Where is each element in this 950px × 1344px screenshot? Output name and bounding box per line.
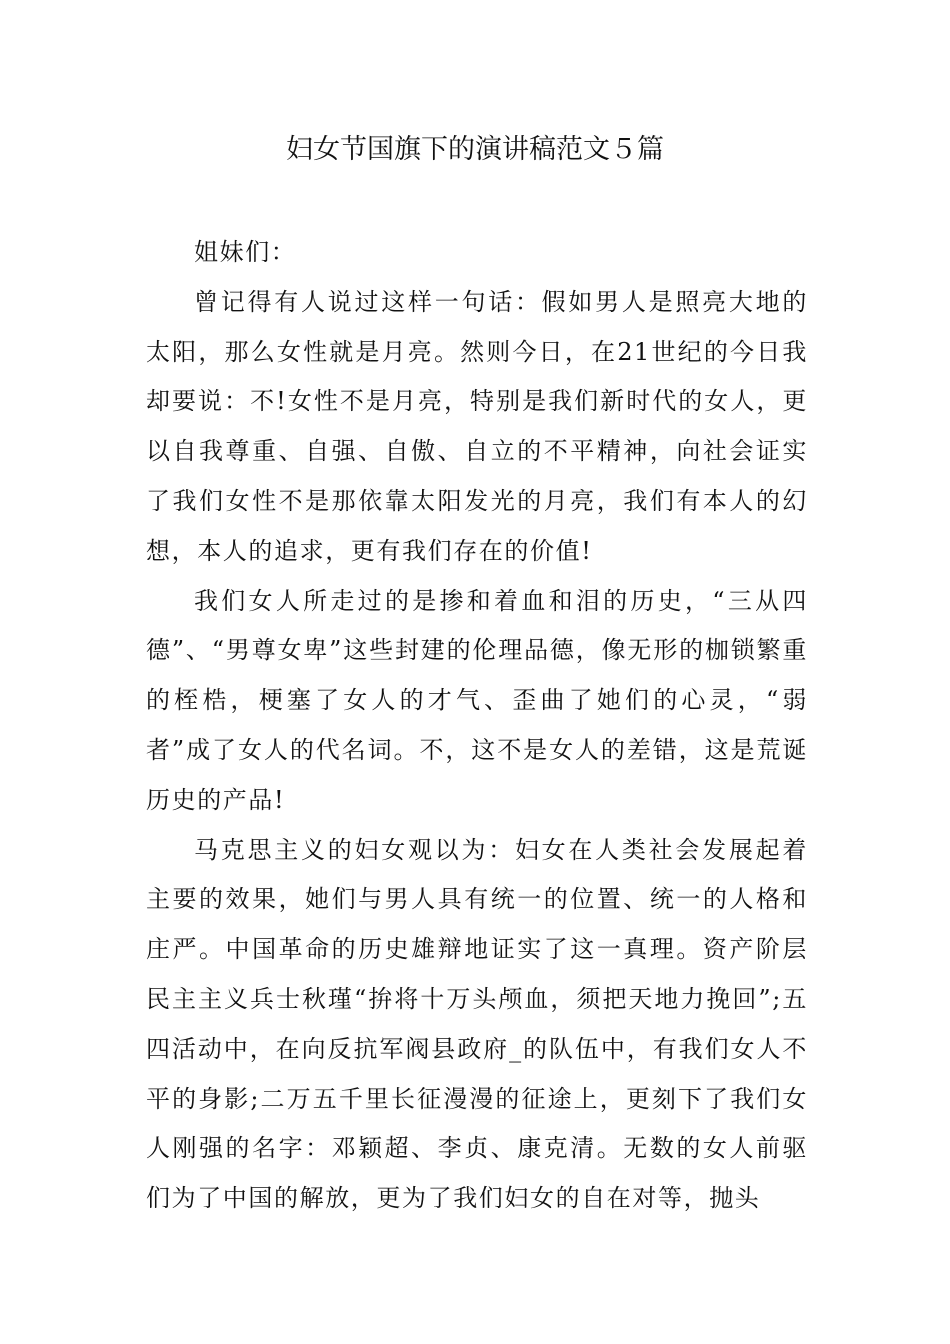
paragraph-3: 马克思主义的妇女观以为：妇女在人类社会发展起着主要的效果，她们与男人具有统一的位置、统一的人格和庄严。中国革命的历史雄辩地证实了这一真理。资产阶层民主主义兵士秋瑾“拚将十万头颅血，须把天地力挽回”;五四活动中，在向反抗军阀县政府_的队伍中，有我们女人不平的身影;二万五千里长征漫漫的征途上，更刻下了我们女人刚强的名字：邓颖超、李贞、康克清。无数的女人前驱们为了中国的解放，更为了我们妇女的自在对等，抛头 bbox=[146, 835, 808, 1213]
paragraph-2: 我们女人所走过的是掺和着血和泪的历史，“三从四德”、“男尊女卑”这些封建的伦理品德，像无形的枷锁繁重的桎梏，梗塞了女人的才气、歪曲了她们的心灵，“弱者”成了女人的代名词。不，这不是女人的差错，这是荒诞历史的产品! bbox=[146, 586, 808, 814]
document-body bbox=[146, 228, 808, 1224]
document-title: 妇女节国旗下的演讲稿范文５篇 bbox=[286, 134, 664, 165]
salutation: 姐妹们： bbox=[194, 238, 297, 266]
paragraph-1: 曾记得有人说过这样一句话：假如男人是照亮大地的太阳，那么女性就是月亮。然则今日，在21世纪的今日我却要说：不!女性不是月亮，特别是我们新时代的女人，更以自我尊重、自强、自傲、自立的不平精神，向社会证实了我们女性不是那依靠太阳发光的月亮，我们有本人的幻想，本人的追求，更有我们存在的价值! bbox=[146, 287, 808, 565]
